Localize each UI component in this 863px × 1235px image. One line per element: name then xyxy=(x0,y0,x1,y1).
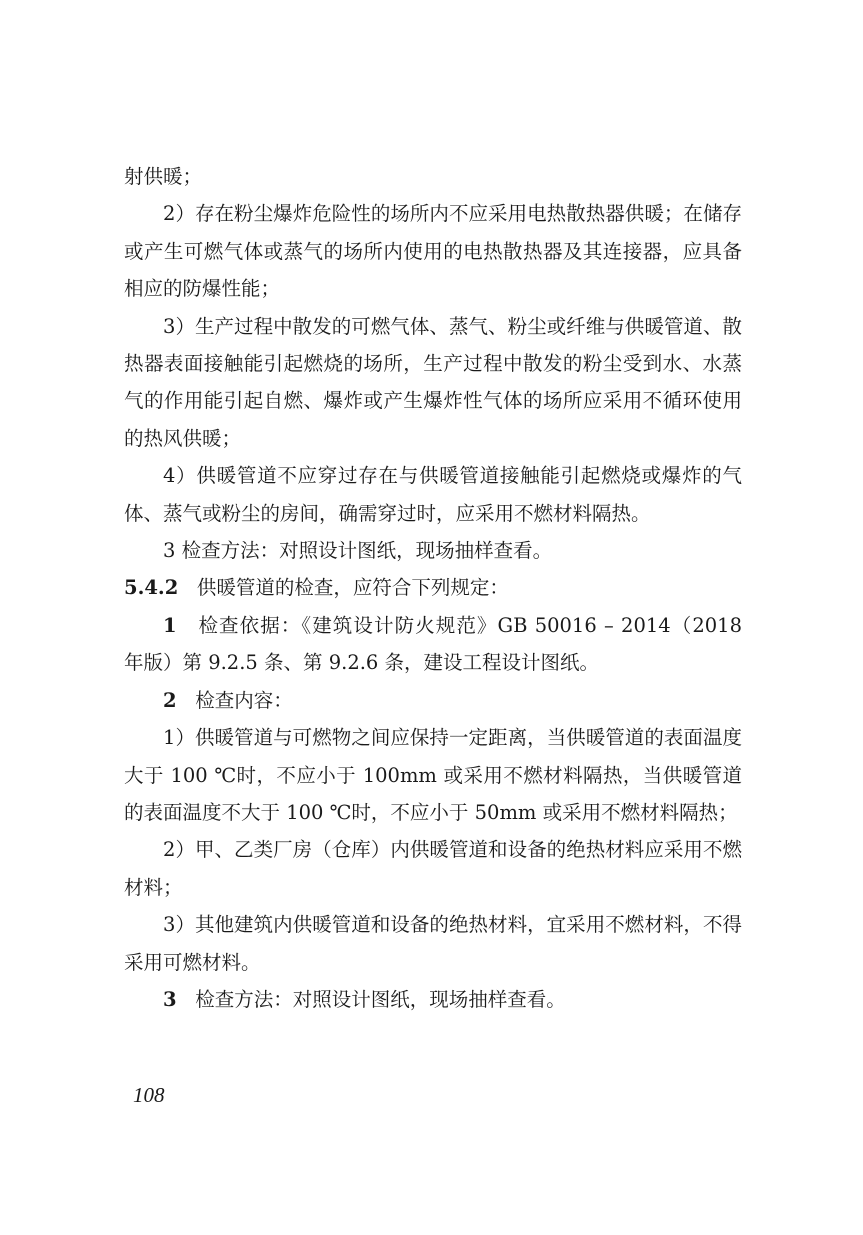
paragraph-inspection-content: 2 检查内容： xyxy=(163,688,293,712)
item-number: 1 xyxy=(163,613,177,637)
paragraph-pipe-distance: 1）供暖管道与可燃物之间应保持一定距离，当供暖管道的表面温度大于 100 ℃时，不应小于 100mm 或采用不燃材料隔热，当供暖管道的表面温度不大于 100 ℃时，不应小于 50mm 或采用不燃材料隔热； xyxy=(124,726,742,824)
paragraph-item-2-dust: 2）存在粉尘爆炸危险性的场所内不应采用电热散热器供暖；在储存或产生可燃气体或蒸气的场所内使用的电热散热器及其连接器，应具备相应的防爆性能； xyxy=(124,202,742,301)
page-body xyxy=(124,158,742,1018)
paragraph-class-a-b-plant: 2）甲、乙类厂房（仓库）内供暖管道和设备的绝热材料应采用不燃材料； xyxy=(124,838,742,899)
section-title: 供暖管道的检查，应符合下列规定： xyxy=(196,576,509,600)
item-number: 3 xyxy=(163,987,177,1011)
section-heading-5-4-2 xyxy=(124,569,742,606)
section-number: 5.4.2 xyxy=(124,576,179,600)
paragraph-inspection-basis: 1 检查依据：《建筑设计防火规范》GB 50016 – 2014（2018 年版）第 9.2.5 条、第 9.2.6 条，建设工程设计图纸。 xyxy=(124,613,742,675)
page-number: 108 xyxy=(133,1083,165,1107)
paragraph-item-3-hot-air: 3）生产过程中散发的可燃气体、蒸气、粉尘或纤维与供暖管道、散热器表面接触能引起燃烧的场所，生产过程中散发的粉尘受到水、水蒸气的作用能引起自燃、爆炸或产生爆炸性气体的场所应采用不循环使用的热风供暖； xyxy=(124,314,742,450)
item-number: 2 xyxy=(163,688,177,712)
paragraph-continuation: 射供暖； xyxy=(124,165,203,188)
paragraph-item-4-pipe-crossing: 4）供暖管道不应穿过存在与供暖管道接触能引起燃烧或爆炸的气体、蒸气或粉尘的房间，确需穿过时，应采用不燃材料隔热。 xyxy=(124,464,742,525)
paragraph-inspection-method-a: 3 检查方法：对照设计图纸，现场抽样查看。 xyxy=(163,539,553,563)
paragraph-other-buildings: 3）其他建筑内供暖管道和设备的绝热材料，宜采用不燃材料，不得采用可燃材料。 xyxy=(124,913,742,974)
paragraph-inspection-method-b: 3 检查方法：对照设计图纸，现场抽样查看。 xyxy=(163,987,566,1011)
